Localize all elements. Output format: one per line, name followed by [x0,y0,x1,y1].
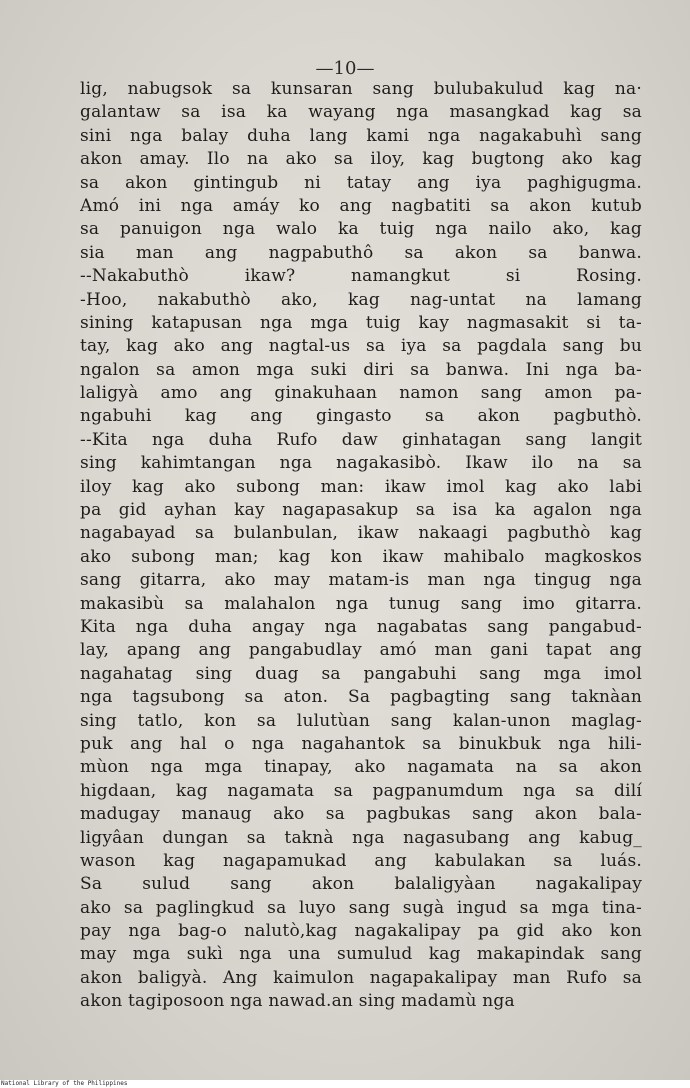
text-line: sa akon gintingub ni tatay ang iya paghigugma. [80,172,642,193]
text-line: ako sa paglingkud sa luyo sang sugà ingud sa mga tina- [80,897,642,918]
text-line: galantaw sa isa ka wayang nga masangkad kag sa [80,102,642,123]
text-line: ligyâan dungan sa taknà nga nagasubang ang kabug_ [80,827,642,848]
page-number: —10— [315,58,375,79]
text-line: --Kita nga duha Rufo daw ginhatagan sang langit [80,429,642,450]
text-line: pa gid ayhan kay nagapasakup sa isa ka agalon nga [80,500,642,521]
text-line: madugay manaug ako sa pagbukas sang akon bala- [80,804,642,825]
text-line: ngalon sa amon mga suki diri sa banwa. Ini nga ba- [80,359,642,380]
text-line: nagahatag sing duag sa pangabuhi sang mga imol [80,663,642,684]
text-line: puk ang hal o nga nagahantok sa binukbuk nga hili- [80,733,642,754]
text-line: mùon nga mga tinapay, ako nagamata na sa akon [80,757,642,778]
text-line: tay, kag ako ang nagtal-us sa iya sa pagdala sang bu [80,336,642,357]
body-text [80,78,642,1014]
text-line: --Nakabuthò ikaw? namangkut si Rosing. [80,266,642,287]
text-line: sa panuigon nga walo ka tuig nga nailo ako, kag [80,219,642,240]
text-line: Sa sulud sang akon balaligyàan nagakalipay [80,874,642,895]
text-line: Kita nga duha angay nga nagabatas sang pangabud- [80,616,642,637]
text-line: sang gitarra, ako may matam-is man nga tingug nga [80,570,642,591]
text-line: iloy kag ako subong man: ikaw imol kag ako labi [80,476,642,497]
text-line: higdaan, kag nagamata sa pagpanumdum nga sa dilí [80,780,642,801]
text-line: akon amay. Ilo na ako sa iloy, kag bugtong ako kag [80,149,642,170]
text-line: sing tatlo, kon sa lulutùan sang kalan-unon maglag- [80,710,642,731]
text-line: Amó ini nga amáy ko ang nagbatiti sa akon kutub [80,195,642,216]
text-line: nagabayad sa bulanbulan, ikaw nakaagi pagbuthò kag [80,523,642,544]
text-line: makasibù sa malahalon nga tunug sang imo gitarra. [80,593,642,614]
text-line: laligyà amo ang ginakuhaan namon sang amon pa- [80,383,642,404]
text-line: lay, apang ang pangabudlay amó man gani tapat ang [80,640,642,661]
text-line: akon baligyà. Ang kaimulon nagapakalipay man Rufo sa [80,967,642,988]
text-line: sining katapusan nga mga tuig kay nagmasakit si ta- [80,312,642,333]
text-line: sia man ang nagpabuthô sa akon sa banwa. [80,242,642,263]
text-line: sini nga balay duha lang kami nga nagakabuhì sang [80,125,642,146]
text-line: akon tagiposoon nga nawad.an sing madamù nga [80,991,515,1012]
text-line: pay nga bag-o nalutò,kag nagakalipay pa gid ako kon [80,921,642,942]
text-line: sing kahimtangan nga nagakasibò. Ikaw ilo na sa [80,453,642,474]
text-line: ngabuhi kag ang gingasto sa akon pagbuthò. [80,406,642,427]
footer-credit: National Library of the Philippines [1,1080,128,1087]
text-line: wason kag nagapamukad ang kabulakan sa luás. [80,850,642,871]
text-line: -Hoo, nakabuthò ako, kag nag-untat na lamang [80,289,642,310]
text-line: lig, nabugsok sa kunsaran sang bulubakulud kag na· [80,79,642,99]
text-line: may mga sukì nga una sumulud kag makapindak sang [80,944,642,965]
text-line: nga tagsubong sa aton. Sa pagbagting sang taknàan [80,687,642,708]
text-line: ako subong man; kag kon ikaw mahibalo magkoskos [80,546,642,567]
